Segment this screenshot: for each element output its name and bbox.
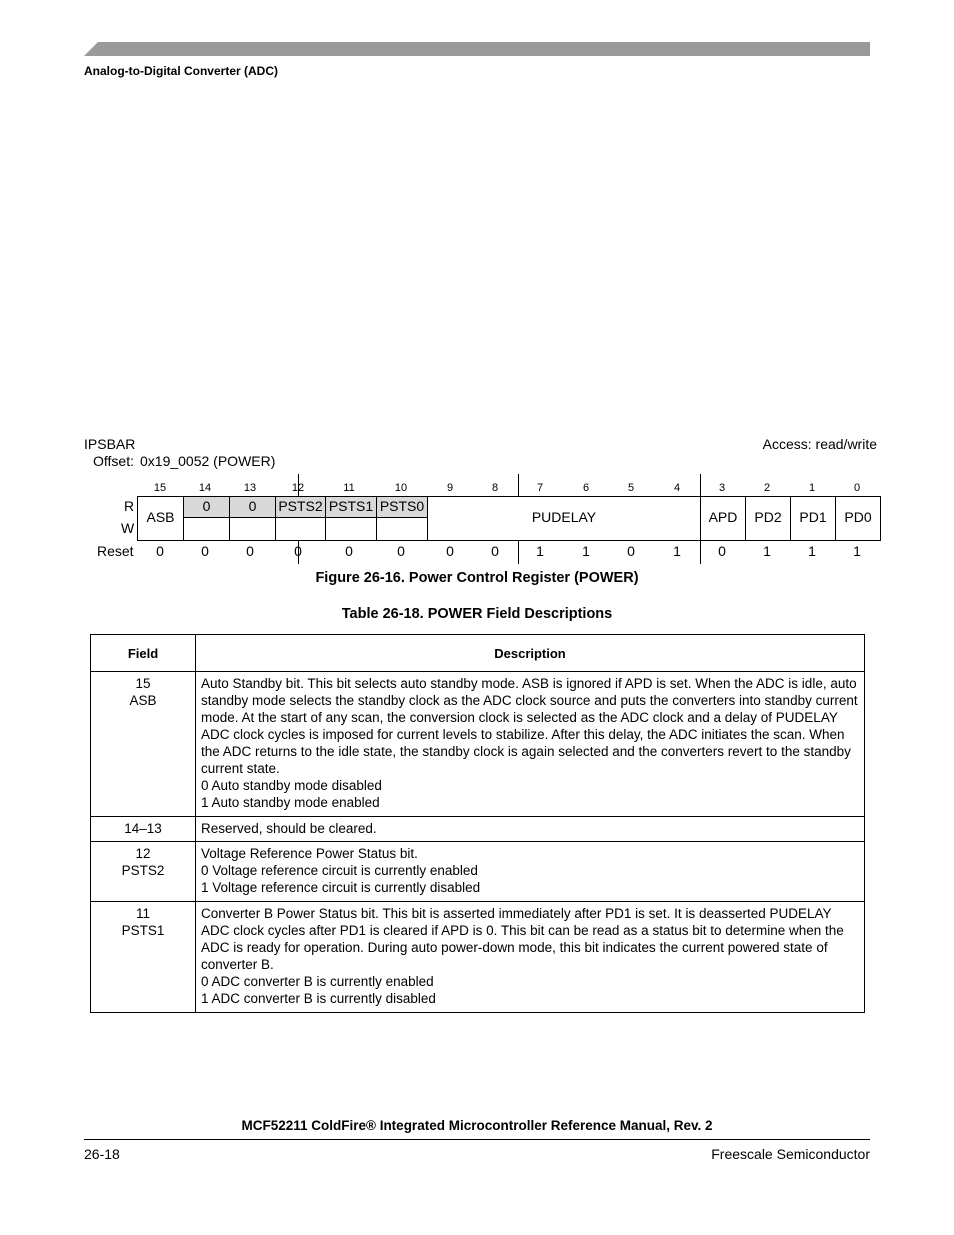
field-cell <box>91 672 196 817</box>
row-r-label: R <box>124 498 135 514</box>
table-caption: Table 26-18. POWER Field Descriptions <box>341 606 613 622</box>
table-row <box>91 842 865 902</box>
row-reset-label: Reset <box>97 543 134 559</box>
field-pd0: PD0 <box>844 509 872 525</box>
reset-value: 0 <box>156 543 164 559</box>
footer-divider <box>84 1139 870 1140</box>
bit-number: 13 <box>243 482 257 494</box>
field-bits: 12 <box>135 846 151 861</box>
field-pd2: PD2 <box>754 509 782 525</box>
page-number: 26-18 <box>84 1146 120 1162</box>
header-description: Description <box>196 635 865 672</box>
field-pudelay: PUDELAY <box>531 509 597 525</box>
reset-value: 1 <box>673 543 681 559</box>
bit-number: 6 <box>582 482 590 494</box>
description-cell <box>196 902 865 1013</box>
reset-value: 0 <box>491 543 499 559</box>
bit-number: 9 <box>446 482 454 494</box>
table-row <box>91 817 865 842</box>
reset-value: 1 <box>763 543 771 559</box>
field-cell <box>91 817 196 842</box>
field-bit13: 0 <box>248 498 257 514</box>
figure-caption: Figure 26-16. Power Control Register (POWER) <box>315 570 639 586</box>
description-cell <box>196 817 865 842</box>
header-field: Field <box>91 635 196 672</box>
reset-value: 1 <box>853 543 861 559</box>
bit-number: 7 <box>536 482 544 494</box>
bit-number: 5 <box>627 482 635 494</box>
bit-number: 12 <box>291 482 305 494</box>
section-title: Analog-to-Digital Converter (ADC) <box>84 64 278 78</box>
reset-value: 0 <box>294 543 302 559</box>
field-description-table <box>90 634 865 1013</box>
bit-number: 0 <box>853 482 861 494</box>
field-cell <box>91 902 196 1013</box>
bit-number: 3 <box>718 482 726 494</box>
bit-number: 1 <box>808 482 816 494</box>
access-label: Access: read/write <box>762 436 877 452</box>
field-asb: ASB <box>146 509 175 525</box>
reset-value: 0 <box>446 543 454 559</box>
table-row <box>91 902 865 1013</box>
reset-value: 0 <box>201 543 209 559</box>
field-apd: APD <box>708 509 738 525</box>
bit-number: 11 <box>343 482 355 494</box>
reset-value: 0 <box>246 543 254 559</box>
description-cell <box>196 672 865 817</box>
reset-value: 1 <box>582 543 590 559</box>
reset-value: 0 <box>397 543 405 559</box>
register-diagram <box>84 436 884 566</box>
field-bits: 15 <box>135 676 151 691</box>
offset-value: 0x19_0052 (POWER) <box>140 453 276 469</box>
field-psts1: PSTS1 <box>328 498 374 514</box>
field-name: ASB <box>129 693 157 708</box>
option-0: 0 Auto standby mode disabled <box>201 778 382 793</box>
description-cell <box>196 842 865 902</box>
field-bits: 11 <box>135 906 150 921</box>
field-name: PSTS2 <box>121 863 165 878</box>
option-1: 1 ADC converter B is currently disabled <box>201 991 436 1006</box>
description-text: Auto Standby bit. This bit selects auto standby mode. ASB is ignored if APD is set. When the ADC is idle, auto standby mode selects the standby clock as the ADC clock source and puts the converters into standby current mode. At the start of any scan, the conversion clock is selected as the ADC clock and a delay of PUDELAY ADC clock cycles is imposed for current levels to stabilize. After this delay, the ADC initiates the scan. When the ADC returns to the idle state, the standby clock is again selected and the converters revert to the standby current state. <box>201 676 858 776</box>
field-bit14: 0 <box>202 498 211 514</box>
reset-value: 1 <box>808 543 816 559</box>
option-0: 0 Voltage reference circuit is currently enabled <box>201 863 478 878</box>
bit-number: 8 <box>491 482 499 494</box>
field-bits: 14–13 <box>124 821 162 836</box>
bit-number: 15 <box>153 482 167 494</box>
field-pd1: PD1 <box>799 509 827 525</box>
option-0: 0 ADC converter B is currently enabled <box>201 974 434 989</box>
reset-value: 0 <box>345 543 353 559</box>
table-header-row <box>91 635 865 672</box>
description-text: Reserved, should be cleared. <box>201 821 377 836</box>
description-text: Voltage Reference Power Status bit. <box>201 846 418 861</box>
bit-number: 14 <box>198 482 212 494</box>
bit-number: 2 <box>763 482 771 494</box>
ipsbar-label: IPSBAR <box>84 436 136 452</box>
option-1: 1 Auto standby mode enabled <box>201 795 380 810</box>
offset-label: Offset: <box>93 453 134 469</box>
option-1: 1 Voltage reference circuit is currently disabled <box>201 880 481 895</box>
footer-title: MCF52211 ColdFire® Integrated Microcontroller Reference Manual, Rev. 2 <box>241 1118 713 1133</box>
table-row <box>91 672 865 817</box>
field-psts0: PSTS0 <box>379 498 425 514</box>
row-w-label: W <box>121 520 135 536</box>
header-bar <box>84 42 870 56</box>
reset-value: 1 <box>536 543 544 559</box>
company-name: Freescale Semiconductor <box>711 1146 870 1162</box>
reset-value: 0 <box>627 543 635 559</box>
bit-number: 4 <box>673 482 681 494</box>
reset-value: 0 <box>718 543 726 559</box>
field-cell <box>91 842 196 902</box>
description-text: Converter B Power Status bit. This bit is asserted immediately after PD1 is set. It is deasserted PUDELAY ADC clock cycles after PD1 is cleared if APD is 0. This bit can be read as a status bit to determine when the ADC is ready for operation. During auto power-down mode, this bit indicates the current powered state of converter B. <box>201 906 844 972</box>
field-psts2: PSTS2 <box>278 498 323 514</box>
field-name: PSTS1 <box>121 923 165 938</box>
bit-number: 10 <box>394 482 408 494</box>
